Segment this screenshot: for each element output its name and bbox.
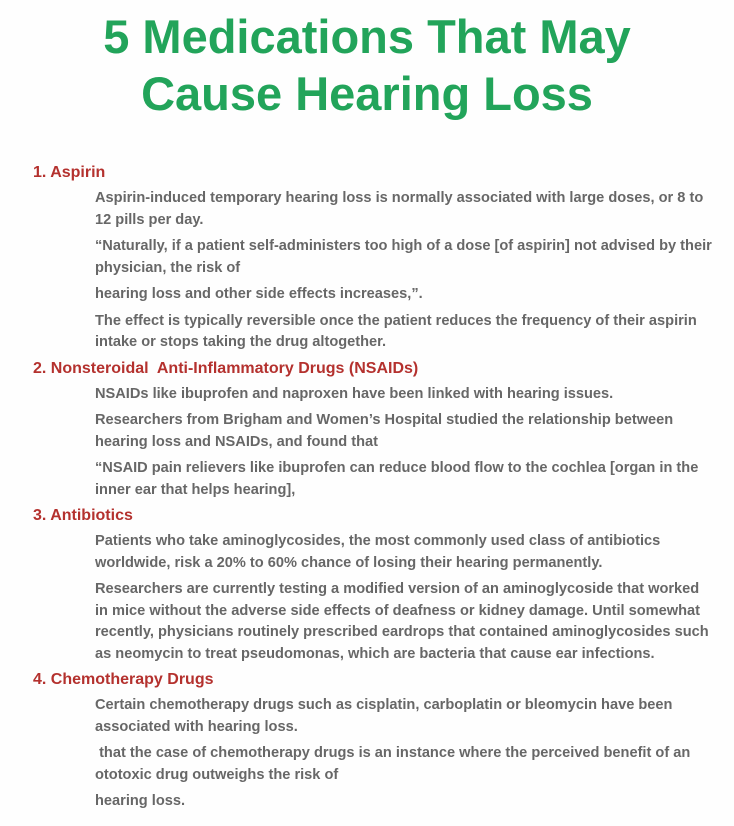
section-heading-antibiotics: 3. Antibiotics [33,507,133,524]
section-heading-nsaids: 2. Nonsteroidal Anti-Inflammatory Drugs (NSAIDs) [33,359,419,377]
section-heading-chemotherapy: 4. Chemotherapy Drugs [33,671,214,688]
paragraph: hearing loss. [95,793,186,809]
paragraph: that the case of chemotherapy drugs is an instance where the perceived benefit of an ototoxic drug outweighs the risk of [95,745,695,783]
paragraph: Researchers are currently testing a modified version of an aminoglycoside that worked in mice without the adverse side effects of deafness or kidney damage. Until somewhat recently, physicians routinely prescribed eardrops that contained aminoglycosides such as neomycin to treat pseudomonas, which are bacteria that cause ear infections. [95,581,713,662]
section-nsaids [33,359,716,502]
section-antibiotics [33,506,716,665]
paragraph: hearing loss and other side effects increases,”. [95,286,423,302]
paragraph: The effect is typically reversible once the patient reduces the frequency of their aspirin intake or stops taking the drug altogether. [95,312,701,350]
page-title [0,0,734,122]
paragraph: “NSAID pain relievers like ibuprofen can reduce blood flow to the cochlea [organ in the inner ear that helps hearing], [95,460,703,498]
title-line-2: Cause Hearing Loss [141,67,593,120]
section-aspirin [33,163,716,354]
title-line-1: 5 Medications That May [103,10,631,63]
paragraph: “Naturally, if a patient self-administers too high of a dose [of aspirin] not advised by their physician, the risk of [95,238,716,276]
section-chemotherapy [33,670,716,813]
paragraph: Certain chemotherapy drugs such as cisplatin, carboplatin or bleomycin have been associated with hearing loss. [95,697,677,735]
section-heading-aspirin: 1. Aspirin [33,164,106,181]
paragraph: Researchers from Brigham and Women’s Hospital studied the relationship between hearing loss and NSAIDs, and found that [95,412,678,450]
content [0,122,734,813]
paragraph: Patients who take aminoglycosides, the most commonly used class of antibiotics worldwide, risk a 20% to 60% chance of losing their hearing permanently. [95,533,665,571]
paragraph: NSAIDs like ibuprofen and naproxen have been linked with hearing issues. [95,385,614,402]
paragraph: Aspirin-induced temporary hearing loss is normally associated with large doses, or 8 to 12 pills per day. [95,190,708,228]
